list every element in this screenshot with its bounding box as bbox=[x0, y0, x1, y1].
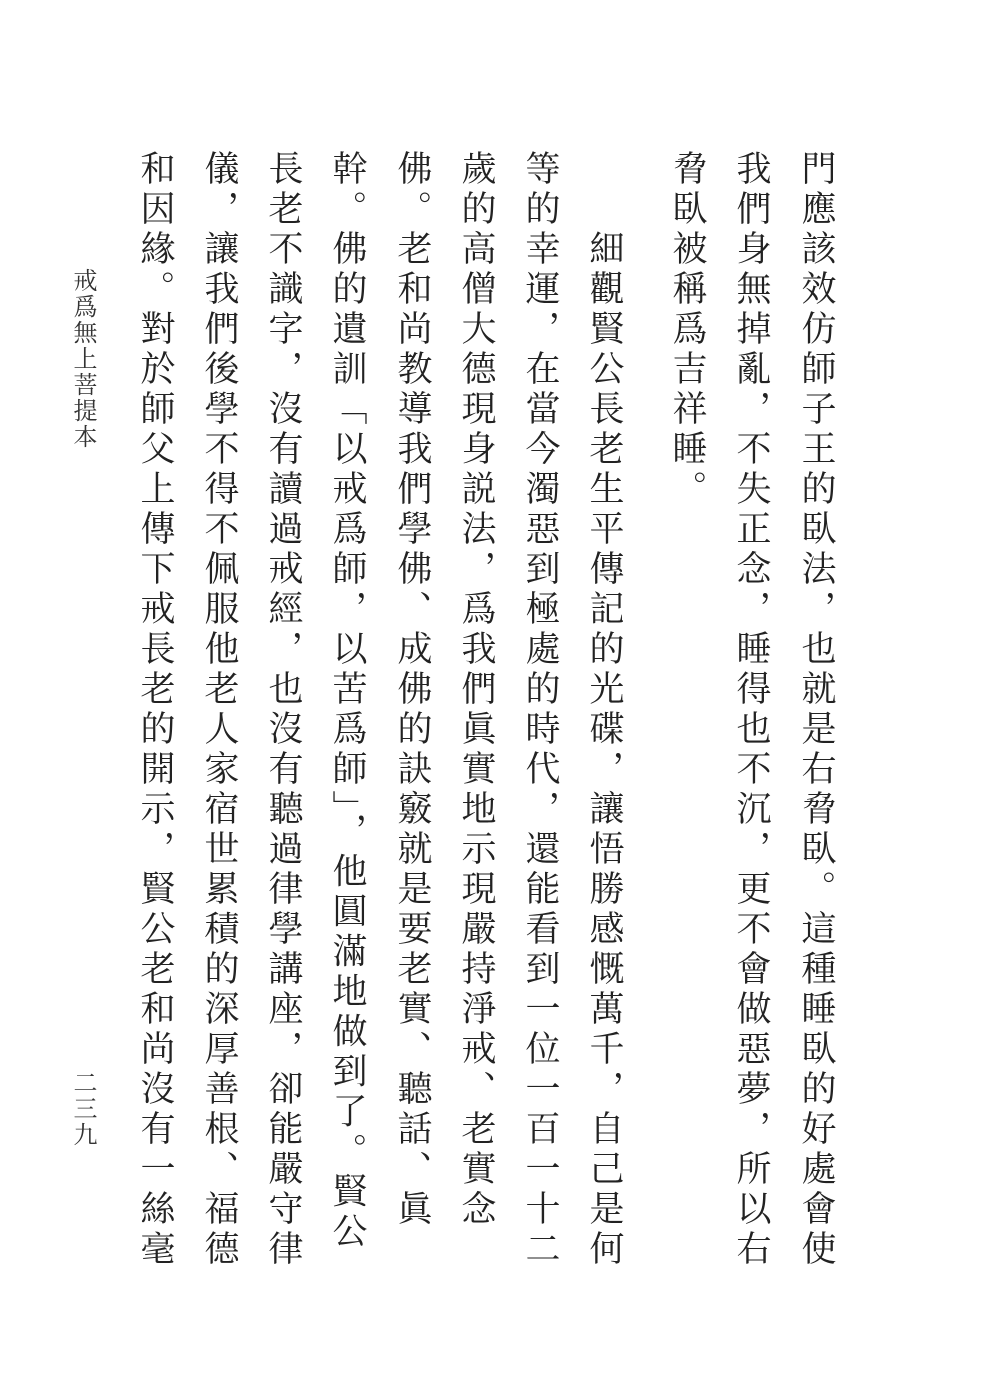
text-column-7: 佛。老和尚教導我們學佛、成佛的訣竅就是要老實、聽話、眞 bbox=[392, 150, 432, 1230]
page-number: 二三九 bbox=[69, 1070, 97, 1148]
text-column-10: 儀，讓我們後學不得不佩服他老人家宿世累積的深厚善根、福德 bbox=[199, 150, 239, 1270]
running-title: 戒爲無上菩提本 bbox=[69, 268, 97, 450]
text-column-1: 門應該效仿師子王的臥法，也就是右脅臥。這種睡臥的好處會使 bbox=[796, 150, 836, 1270]
text-column-4: 細觀賢公長老生平傳記的光碟，讓悟勝感慨萬千，自己是何 bbox=[584, 230, 624, 1270]
text-column-6: 歲的高僧大德現身説法，爲我們眞實地示現嚴持淨戒、老實念 bbox=[456, 150, 496, 1230]
text-column-3: 脅臥被稱爲吉祥睡。 bbox=[667, 150, 707, 510]
text-column-5: 等的幸運，在當今濁惡到極處的時代，還能看到一位一百一十二 bbox=[520, 150, 560, 1270]
text-column-8: 幹。佛的遺訓「以戒爲師，以苦爲師」，他圓滿地做到了。賢公 bbox=[327, 150, 367, 1253]
text-column-9: 長老不識字，沒有讀過戒經，也沒有聽過律學講座，卻能嚴守律 bbox=[263, 150, 303, 1270]
text-column-2: 我們身無掉亂，不失正念，睡得也不沉，更不會做惡夢，所以右 bbox=[731, 150, 771, 1270]
text-column-11: 和因緣。對於師父上傳下戒長老的開示，賢公老和尚沒有一絲毫 bbox=[135, 150, 175, 1270]
